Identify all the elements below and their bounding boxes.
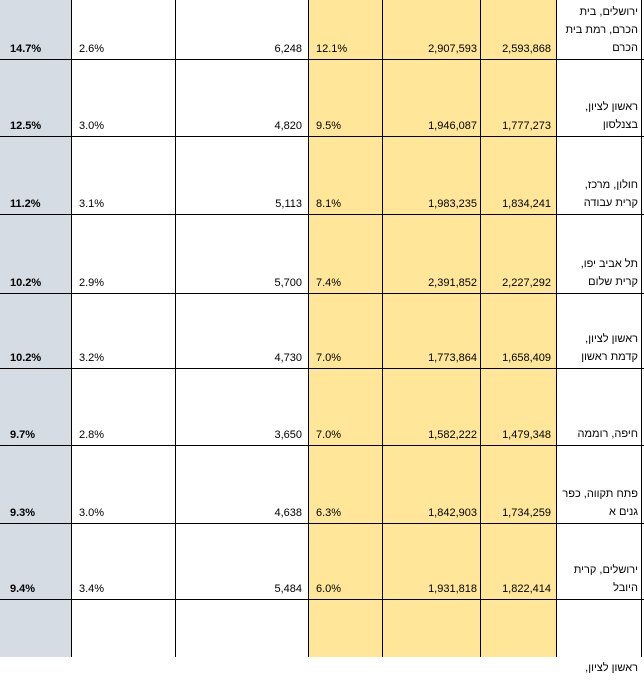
table-row	[0, 137, 644, 215]
cell-col-a[interactable]: 10.2%	[10, 277, 42, 289]
cell-col-d[interactable]: 5,484	[274, 583, 302, 595]
cell-col-g[interactable]: 1,658,409	[502, 352, 551, 364]
cell-col-g[interactable]: 2,593,868	[502, 43, 551, 55]
cell-col-h[interactable]: ירושלים, בית הכרם, רמת בית הכרם	[565, 6, 638, 54]
cell-col-d[interactable]: 6,248	[274, 43, 302, 55]
cell-col-e[interactable]: 6.3%	[316, 507, 342, 519]
cell-col-d[interactable]: 4,730	[274, 352, 302, 364]
cell-col-h[interactable]: ירושלים, קרית היובל	[573, 564, 638, 594]
cell-col-d[interactable]: 4,820	[274, 120, 302, 132]
cell-col-b[interactable]: 3.1%	[79, 198, 105, 210]
cell-col-f[interactable]: 1,931,818	[428, 583, 477, 595]
cell-col-g[interactable]: 1,822,414	[502, 583, 551, 595]
cell-col-f[interactable]: 2,907,593	[428, 43, 477, 55]
cell-col-f[interactable]: 1,582,222	[428, 429, 477, 441]
cell-col-h[interactable]: ראשון לציון,	[585, 662, 638, 674]
column-divider	[556, 0, 557, 657]
cell-col-b[interactable]: 2.8%	[79, 429, 105, 441]
cell-col-f[interactable]: 1,946,087	[428, 120, 477, 132]
cell-col-f[interactable]: 2,391,852	[428, 277, 477, 289]
cell-col-b[interactable]: 3.0%	[79, 507, 105, 519]
cell-col-b[interactable]: 3.0%	[79, 120, 105, 132]
cell-col-h[interactable]: ראשון לציון, קדמת ראשון	[581, 333, 638, 363]
cell-col-a[interactable]: 14.7%	[10, 43, 42, 55]
cell-col-h[interactable]: חולון, מרכז, קרית עבודה	[583, 179, 638, 209]
cell-col-g[interactable]: 1,479,348	[502, 429, 551, 441]
column-divider	[175, 0, 176, 657]
cell-col-d[interactable]: 5,700	[274, 277, 302, 289]
cell-col-a[interactable]: 9.4%	[10, 583, 36, 595]
cell-col-h[interactable]: חיפה, רוממה	[577, 428, 638, 440]
cell-col-d[interactable]: 4,638	[274, 507, 302, 519]
cell-col-e[interactable]: 7.0%	[316, 352, 342, 364]
cell-col-e[interactable]: 9.5%	[316, 120, 342, 132]
table-row	[0, 0, 644, 60]
column-divider	[308, 0, 309, 657]
cell-col-h[interactable]: ראשון לציון, בצנלסון	[585, 101, 638, 131]
cell-col-b[interactable]: 2.9%	[79, 277, 105, 289]
cell-col-d[interactable]: 3,650	[274, 429, 302, 441]
cell-col-a[interactable]: 10.2%	[10, 352, 42, 364]
table-row	[0, 369, 644, 446]
cell-col-e[interactable]: 6.0%	[316, 583, 342, 595]
cell-col-h[interactable]: תל אביב יפו, קרית שלום	[580, 258, 638, 288]
cell-col-e[interactable]: 8.1%	[316, 198, 342, 210]
cell-col-g[interactable]: 1,734,259	[502, 507, 551, 519]
table-row	[0, 215, 644, 294]
table-row	[0, 446, 644, 524]
cell-col-b[interactable]: 3.4%	[79, 583, 105, 595]
column-divider	[641, 0, 642, 657]
cell-col-d[interactable]: 5,113	[275, 198, 302, 210]
column-divider	[382, 0, 383, 657]
cell-col-a[interactable]: 12.5%	[10, 120, 42, 132]
table-row	[0, 60, 644, 137]
cell-col-e[interactable]: 7.4%	[316, 277, 342, 289]
cell-col-f[interactable]: 1,983,235	[428, 198, 477, 210]
cell-col-f[interactable]: 1,773,864	[428, 352, 477, 364]
cell-col-f[interactable]: 1,842,903	[428, 507, 477, 519]
cell-col-b[interactable]: 2.6%	[79, 43, 105, 55]
cell-col-g[interactable]: 2,227,292	[502, 277, 551, 289]
cell-col-b[interactable]: 3.2%	[79, 352, 105, 364]
cell-col-e[interactable]: 12.1%	[316, 43, 348, 55]
cell-col-g[interactable]: 1,834,241	[502, 198, 551, 210]
cell-col-h[interactable]: פתח תקווה, כפר גנים א	[562, 488, 638, 518]
table-row	[0, 524, 644, 600]
cell-col-a[interactable]: 9.7%	[10, 429, 36, 441]
table-row	[0, 294, 644, 369]
cell-col-e[interactable]: 7.0%	[316, 429, 342, 441]
column-divider	[480, 0, 481, 657]
cell-col-a[interactable]: 11.2%	[10, 198, 41, 210]
cell-col-a[interactable]: 9.3%	[10, 507, 36, 519]
column-divider	[71, 0, 72, 657]
cell-col-g[interactable]: 1,777,273	[502, 120, 551, 132]
table-row	[0, 600, 644, 680]
